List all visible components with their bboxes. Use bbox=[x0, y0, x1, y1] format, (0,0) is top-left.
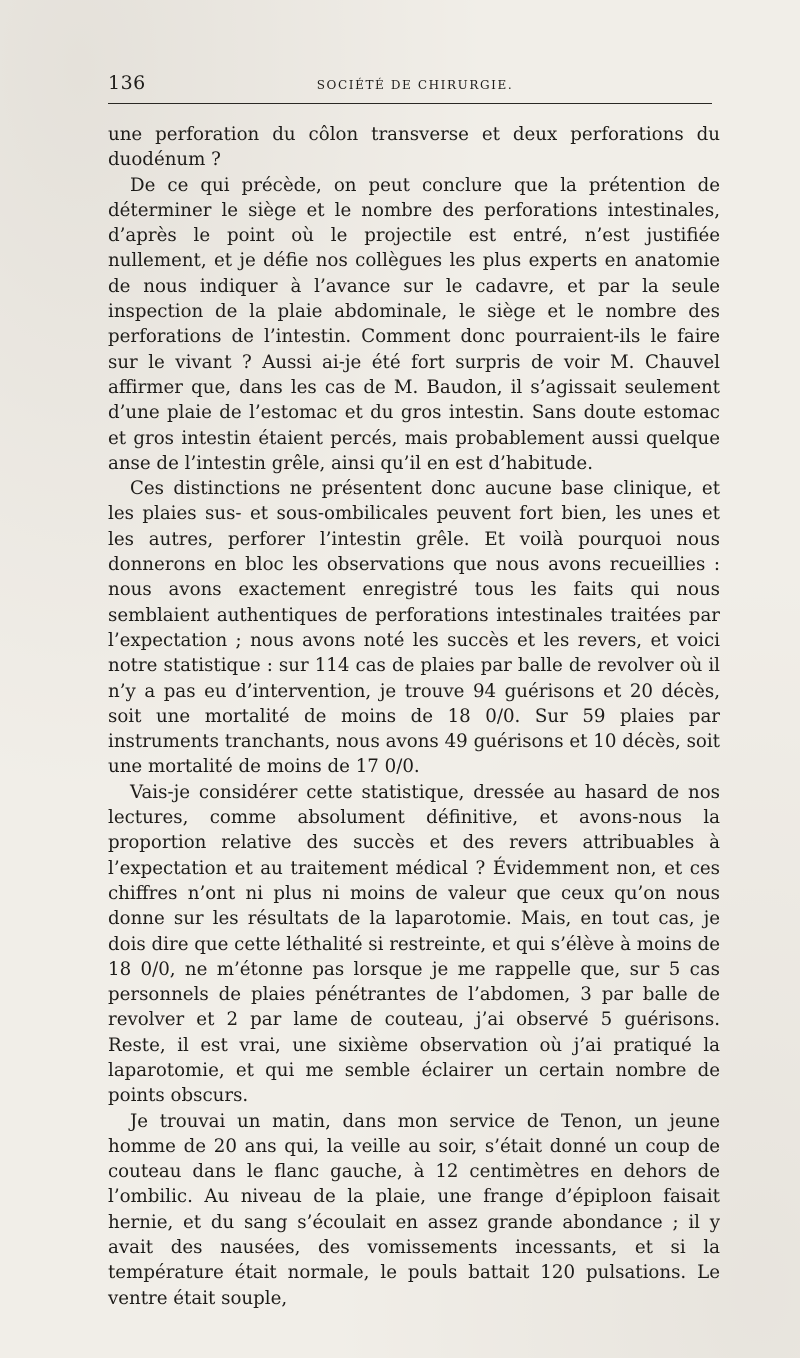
paragraph: Vais-je considérer cette statistique, dressée au hasard de nos lectures, comme absolument définitive, et avons-nous la proportion relative des succès et des revers attribuables à l’expectation et au traitement médical ? Évidemment non, et ces chiffres n’ont ni plus ni moins de valeur que ceux qu’on nous donne sur les résultats de la laparotomie. Mais, en tout cas, je dois dire que cette léthalité si restreinte, et qui s’élève à moins de 18 0/0, ne m’étonne pas lorsque je me rappelle que, sur 5 cas personnels de plaies pénétrantes de l’abdomen, 3 par balle de revolver et 2 par lame de couteau, j’ai observé 5 guérisons. Reste, il est vrai, une sixième observation où j’ai pratiqué la laparotomie, et qui me semble éclairer un certain nombre de points obscurs. bbox=[108, 781, 720, 1107]
running-head: SOCIÉTÉ DE CHIRURGIE. bbox=[316, 78, 514, 92]
paragraph: Je trouvai un matin, dans mon service de Tenon, un jeune homme de 20 ans qui, la veille au soir, s’était donné un coup de couteau dans le flanc gauche, à 12 centimètres en dehors de l’ombilic. Au niveau de la plaie, une frange d’épiploon faisait hernie, et du sang s’écoulait en assez grande abondance ; il y avait des nausées, des vomissements incessants, et si la température était normale, le pouls battait 120 pulsations. Le ventre était souple, bbox=[108, 1110, 720, 1309]
paragraph: De ce qui précède, on peut conclure que la prétention de déterminer le siège et le nombre des perforations intestinales, d’après le point où le projectile est entré, n’est justifiée nullement, et je défie nos collègues les plus experts en anatomie de nous indiquer à l’avance sur le cadavre, et par la seule inspection de la plaie abdominale, le siège et le nombre des perforations de l’intestin. Comment donc pourraient-ils le faire sur le vivant ? Aussi ai-je été fort surpris de voir M. Chauvel affirmer que, dans les cas de M. Baudon, il s’agissait seulement d’une plaie de l’estomac et du gros intestin. Sans doute estomac et gros intestin étaient percés, mais probablement aussi quelque anse de l’intestin grêle, ainsi qu’il en est d’habitude. bbox=[108, 174, 720, 474]
paragraph: Ces distinctions ne présentent donc aucune base clinique, et les plaies sus- et sous-ombilicales peuvent fort bien, les unes et les autres, perforer l’intestin grêle. Et voilà pourquoi nous donnerons en bloc les observations que nous avons recueillies : nous avons exactement enregistré tous les faits qui nous semblaient authentiques de perforations intestinales traitées par l’expectation ; nous avons noté les succès et les revers, et voici notre statistique : sur 114 cas de plaies par balle de revolver où il n’y a pas eu d’intervention, je trouve 94 guérisons et 20 décès, soit une mortalité de moins de 18 0/0. Sur 59 plaies par instruments tranchants, nous avons 49 guérisons et 10 décès, soit une mortalité de moins de 17 0/0. bbox=[108, 478, 720, 778]
header-rule bbox=[108, 103, 712, 104]
paragraph-continuation: une perforation du côlon transverse et deux perforations du duodénum ? bbox=[108, 124, 720, 171]
page-number: 136 bbox=[108, 72, 146, 94]
page-header bbox=[108, 72, 712, 100]
body-text bbox=[108, 122, 720, 1311]
